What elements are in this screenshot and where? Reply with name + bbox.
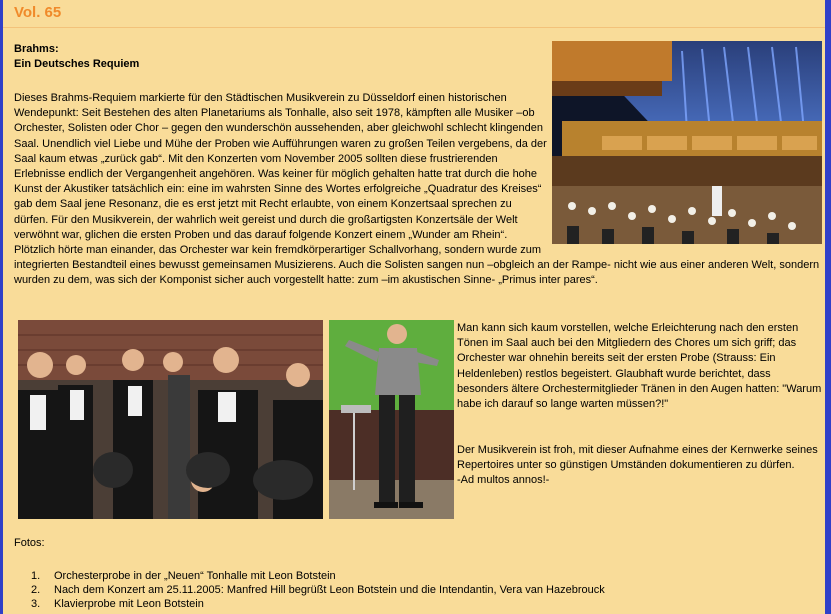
caption-text: Orchesterprobe in der „Neuen“ Tonhalle mit Leon Botstein bbox=[54, 570, 336, 582]
caption-text: Nach dem Konzert am 25.11.2005: Manfred Hill begrüßt Leon Botstein und die Intendantin, Vera van Hazebrouck bbox=[54, 584, 605, 596]
caption-text: Klavierprobe mit Leon Botstein bbox=[54, 598, 204, 610]
relief-paragraph: Man kann sich kaum vorstellen, welche Erleichterung nach den ersten Tönen im Saal auch bei den Mitgliedern des Chores um sich griff; das Orchester war ohnehin bereits seit der ersten Probe (Strauss: Ein Heldenleben) restlos begeistert. Glaubhaft wurde berichtet, dass besonders ältere Orchestermitglieder Tränen in den Augen hatten: "Warum habe ich darauf so lange warten müssen?!" bbox=[457, 322, 822, 411]
photos-label: Fotos: bbox=[14, 537, 45, 549]
composer-name: Brahms: bbox=[14, 43, 59, 55]
work-heading bbox=[14, 42, 139, 72]
caption-number: 2. bbox=[31, 584, 41, 596]
right-frame-border bbox=[825, 0, 831, 614]
intro-text: Dieses Brahms-Requiem markierte für den Städtischen Musikverein zu Düsseldorf einen historischen Wendepunkt: Seit Bestehen des alten Planetariums als Tonhalle, also seit 1978, kämpften alle Musiker –ob Orchester, Solisten oder Chor – gegen den wunderschön aussehenden, aber gleichwohl schlecht klingenden Saal. Unendlich viel Liebe und Mühe der Proben wie Aufführungen waren zu großen Teilen vergebens, da der Saal kaum etwas „zurück gab“. Mit den Konzerten vom November 2005 sollten diese frustrierenden Erlebnisse endlich der Vergangenheit angehören. Was keiner für möglich gehalten hatte trat durch die hohe Kunst der Akustiker tatsächlich ein: eine im wahrsten Sinne des Wortes erfolgreiche „Quadratur des Kreises“ gab dem Saal jene Resonanz, die es erst jetzt mit Recht erlaubte, von einem Konzertsaal sprechen zu dürfen. Für den Musikverein, der wahrlich weit gereist und durch die großartigsten Konzertsäle der Welt verwöhnt war, glichen die ersten Proben und das darauf folgende Konzert einem „Wunder am Rhein“. Plötzlich hörte man einander, das Orchester war kein fremdkörperartiger Schallvorhang, sondern wurde zum integrierten Bestandteil eines bewusst gemeinsamen Musizierens. Auch die Solisten sangen nun –obgleich an der Rampe- nicht wie aus einer anderen Welt, sondern wurden zu dem, was sich der Komponist sicher auch vorgestellt hatte: zum –im akustischen Sinne- „Primus inter pares“. bbox=[14, 92, 820, 287]
left-frame-border bbox=[0, 0, 3, 614]
closing-text: Der Musikverein ist froh, mit dieser Aufnahme eines der Kernwerke seines Repertoires unter so günstigen Umständen dokumentieren zu dürfen. bbox=[457, 444, 818, 472]
reception-photo bbox=[18, 320, 323, 519]
caption-number: 3. bbox=[31, 598, 41, 610]
closing-salutation: -Ad multos annos!- bbox=[457, 474, 550, 487]
photo-caption-item bbox=[14, 569, 605, 583]
caption-number: 1. bbox=[31, 570, 41, 582]
volume-title: Vol. 65 bbox=[14, 4, 62, 21]
photo-float-spacer bbox=[547, 91, 822, 253]
photo-caption-list bbox=[14, 569, 605, 611]
intro-paragraph bbox=[14, 91, 822, 289]
header-divider bbox=[3, 27, 825, 28]
photo-caption-item bbox=[14, 583, 605, 597]
closing-paragraph bbox=[457, 443, 825, 489]
photo-caption-item bbox=[14, 597, 605, 611]
work-name: Ein Deutsches Requiem bbox=[14, 58, 140, 70]
conductor-photo bbox=[329, 320, 454, 519]
